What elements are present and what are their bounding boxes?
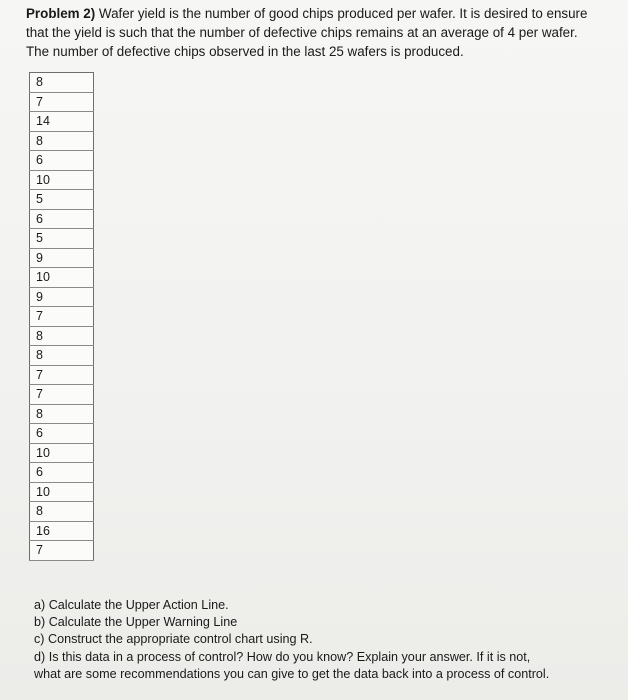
defect-count-cell: 10 bbox=[30, 443, 94, 463]
table-row bbox=[30, 365, 94, 385]
defect-count-cell: 10 bbox=[30, 482, 94, 502]
defect-count-cell: 6 bbox=[30, 209, 94, 229]
defect-count-cell: 5 bbox=[30, 190, 94, 210]
table-row bbox=[30, 502, 94, 522]
table-row bbox=[30, 385, 94, 405]
question-d: d) Is this data in a process of control? How do you know? Explain your answer. If it is not, bbox=[34, 649, 531, 664]
table-row bbox=[30, 170, 94, 190]
defect-count-cell: 8 bbox=[30, 404, 94, 424]
table-row bbox=[30, 424, 94, 444]
table-row bbox=[30, 151, 94, 171]
table-row bbox=[30, 443, 94, 463]
problem-line-2: that the yield is such that the number of defective chips remains at an average of 4 per wafer. bbox=[26, 25, 578, 40]
problem-statement bbox=[26, 4, 626, 61]
question-list bbox=[34, 597, 614, 683]
question-b: b) Calculate the Upper Warning Line bbox=[34, 615, 238, 630]
table-row bbox=[30, 541, 94, 561]
table-row bbox=[30, 404, 94, 424]
table-row bbox=[30, 209, 94, 229]
defect-count-cell: 7 bbox=[30, 307, 94, 327]
defect-count-cell: 7 bbox=[30, 385, 94, 405]
table-row bbox=[30, 482, 94, 502]
table-row bbox=[30, 346, 94, 366]
problem-line-1: Wafer yield is the number of good chips produced per wafer. It is desired to ensure bbox=[95, 6, 588, 21]
table-row bbox=[30, 463, 94, 483]
table-row bbox=[30, 229, 94, 249]
table-row bbox=[30, 268, 94, 288]
defect-count-cell: 9 bbox=[30, 287, 94, 307]
table-row bbox=[30, 521, 94, 541]
defect-count-cell: 5 bbox=[30, 229, 94, 249]
table-row bbox=[30, 248, 94, 268]
defect-count-cell: 8 bbox=[30, 502, 94, 522]
question-d-continued: what are some recommendations you can give to get the data back into a process of control. bbox=[34, 666, 550, 681]
defect-count-cell: 6 bbox=[30, 463, 94, 483]
defect-count-cell: 10 bbox=[30, 268, 94, 288]
defect-count-cell: 14 bbox=[30, 112, 94, 132]
problem-line-3: The number of defective chips observed in the last 25 wafers is produced. bbox=[26, 44, 464, 59]
defects-table-body bbox=[30, 73, 94, 561]
question-c: c) Construct the appropriate control chart using R. bbox=[34, 632, 313, 647]
defect-count-cell: 8 bbox=[30, 131, 94, 151]
defect-count-cell: 7 bbox=[30, 365, 94, 385]
defects-table bbox=[29, 72, 94, 561]
problem-label: Problem 2) bbox=[26, 6, 96, 21]
defect-count-cell: 8 bbox=[30, 326, 94, 346]
table-row bbox=[30, 131, 94, 151]
defect-count-cell: 8 bbox=[30, 346, 94, 366]
table-row bbox=[30, 190, 94, 210]
table-row bbox=[30, 92, 94, 112]
defect-count-cell: 7 bbox=[30, 541, 94, 561]
question-a: a) Calculate the Upper Action Line. bbox=[34, 598, 229, 612]
defect-count-cell: 7 bbox=[30, 92, 94, 112]
defect-count-cell: 9 bbox=[30, 248, 94, 268]
defect-count-cell: 6 bbox=[30, 151, 94, 171]
table-row bbox=[30, 326, 94, 346]
defect-count-cell: 6 bbox=[30, 424, 94, 444]
table-row bbox=[30, 307, 94, 327]
table-row bbox=[30, 112, 94, 132]
defect-count-cell: 10 bbox=[30, 170, 94, 190]
table-row bbox=[30, 287, 94, 307]
table-row bbox=[30, 73, 94, 93]
defect-count-cell: 8 bbox=[30, 73, 94, 93]
defect-count-cell: 16 bbox=[30, 521, 94, 541]
